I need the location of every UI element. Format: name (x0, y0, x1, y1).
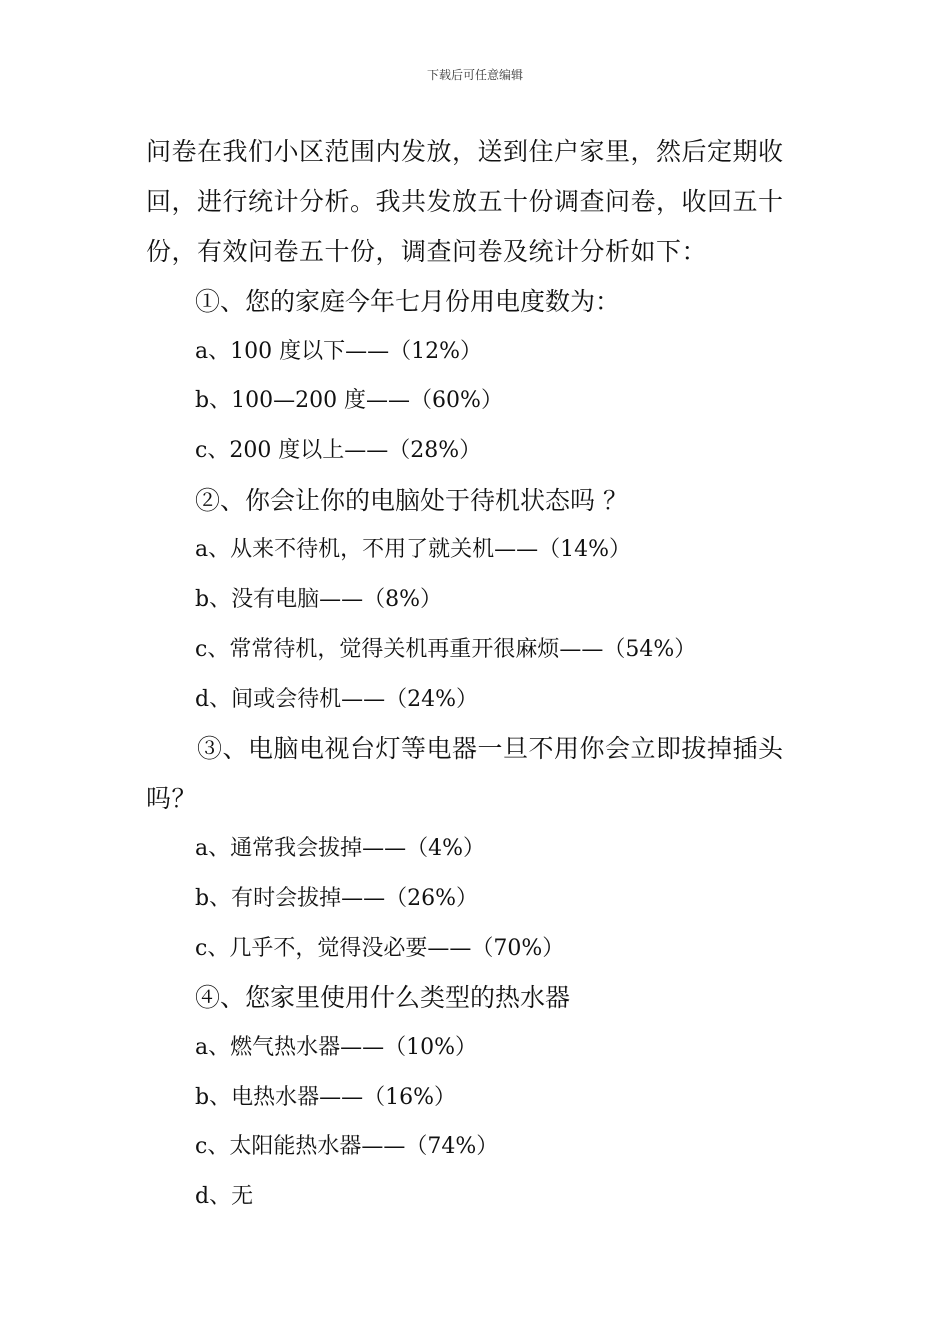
question-4-option-b: b、电热水器——（16%） (195, 1084, 456, 1110)
question-4-title: ④、您家里使用什么类型的热水器 (195, 983, 571, 1013)
question-2-option-b: b、没有电脑——（8%） (195, 587, 442, 613)
question-4-option-d: d、无 (195, 1184, 254, 1209)
question-2-title: ②、你会让你的电脑处于待机状态吗 ？ (195, 485, 628, 515)
question-2-option-c: c、常常待机，觉得关机再重开很麻烦——（54%） (195, 636, 697, 662)
question-2-option-d: d、间或会待机——（24%） (195, 686, 478, 712)
question-3-title: ③、电脑电视台灯等电器一旦不用你会立即拔掉插头吗？ (146, 734, 784, 814)
question-4-option-c: c、太阳能热水器——（74%） (195, 1134, 499, 1160)
question-3-option-a: a、通常我会拔掉——（4%） (195, 836, 486, 862)
question-1-title: ①、您的家庭今年七月份用电度数为： (195, 287, 621, 316)
question-1-option-b: b、100—200 度——（60%） (195, 388, 503, 414)
question-1-option-a: a、100 度以下——（12%） (195, 338, 482, 364)
document-body (146, 127, 816, 1222)
question-3-option-b: b、有时会拔掉——（26%） (195, 885, 478, 911)
question-1-option-c: c、200 度以上——（28%） (195, 438, 482, 464)
page-header: 下载后可任意编辑 (426, 68, 523, 82)
question-2-option-a: a、从来不待机，不用了就关机——（14%） (195, 537, 632, 563)
question-3-option-c: c、几乎不，觉得没必要——（70%） (195, 935, 565, 961)
intro-paragraph: 问卷在我们小区范围内发放，送到住户家里，然后定期收回，进行统计分析。我共发放五十份调查问卷，收回五十份，有效问卷五十份，调查问卷及统计分析如下： (146, 137, 784, 266)
question-4-option-a: a、燃气热水器——（10%） (195, 1034, 478, 1060)
